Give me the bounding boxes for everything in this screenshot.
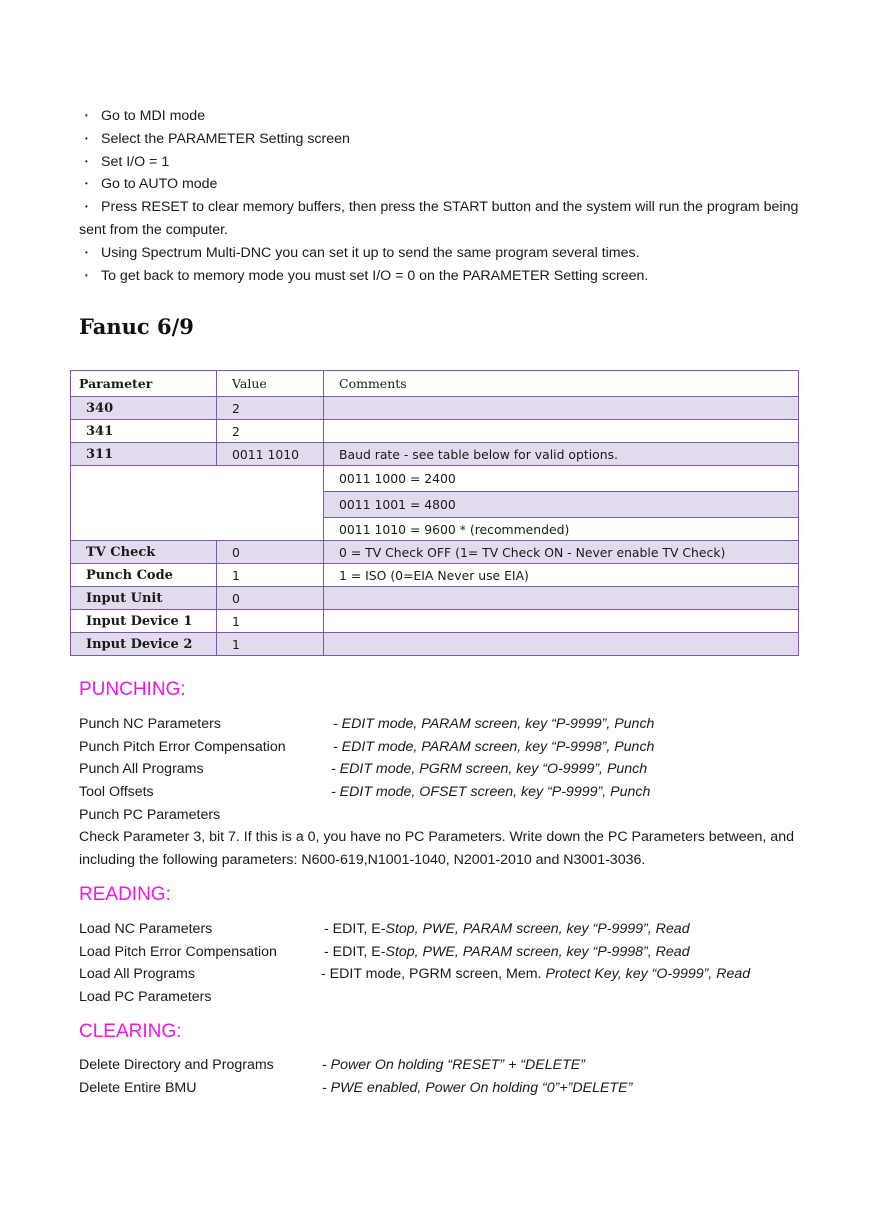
list-item: Tool Offsets - EDIT mode, OFSET screen, key “P-9999”, Punch bbox=[79, 784, 651, 801]
table-row bbox=[71, 541, 799, 564]
value-cell: 1 bbox=[217, 564, 324, 587]
clearing-heading: CLEARING: bbox=[79, 1021, 182, 1042]
bullet-item: • Select the PARAMETER Setting screen bbox=[79, 128, 799, 151]
list-item: Load NC Parameters - EDIT, E-Stop, PWE, PARAM screen, key “P-9999”, Read bbox=[79, 921, 690, 937]
table-row bbox=[71, 466, 799, 492]
procedure-bullet-list bbox=[79, 105, 799, 287]
list-item: Load Pitch Error Compensation - EDIT, E-Stop, PWE, PARAM screen, key “P-9998”, Read bbox=[79, 943, 690, 960]
comment-cell bbox=[324, 397, 799, 420]
param-cell: Punch Code bbox=[71, 564, 217, 587]
bullet-icon: • bbox=[85, 133, 88, 143]
section-heading-fanuc: Fanuc 6/9 bbox=[79, 314, 194, 339]
bullet-icon: • bbox=[85, 156, 88, 166]
bullet-item: • Set I/O = 1 bbox=[79, 151, 799, 174]
bullet-icon: • bbox=[85, 111, 88, 120]
table-row bbox=[71, 587, 799, 610]
comment-cell: 0011 1010 = 9600 * (recommended) bbox=[324, 518, 799, 541]
table-row bbox=[71, 610, 799, 633]
value-cell: 0 bbox=[217, 541, 324, 564]
table-row bbox=[71, 633, 799, 656]
bullet-icon: • bbox=[85, 179, 88, 189]
table-header-row bbox=[71, 371, 799, 397]
table-row bbox=[71, 420, 799, 443]
value-cell: 0011 1010 bbox=[217, 443, 324, 466]
bullet-item: • To get back to memory mode you must set I/O = 0 on the PARAMETER Setting screen. bbox=[79, 265, 799, 288]
comment-cell: Baud rate - see table below for valid options. bbox=[324, 443, 799, 466]
punching-heading: PUNCHING: bbox=[79, 679, 186, 700]
column-header: Comments bbox=[324, 371, 799, 397]
merged-empty-cell bbox=[71, 466, 324, 541]
bullet-icon: • bbox=[85, 202, 88, 212]
reading-list bbox=[79, 918, 799, 1009]
list-item: Delete Directory and Programs - Power On holding “RESET” + “DELETE” bbox=[79, 1057, 585, 1073]
clearing-list bbox=[79, 1054, 799, 1099]
list-item: Punch PC Parameters bbox=[79, 806, 221, 823]
list-item: Load All Programs - EDIT mode, PGRM screen, Mem. Protect Key, key “O-9999”, Read bbox=[79, 966, 751, 983]
value-cell: 2 bbox=[217, 397, 324, 420]
list-item: Punch All Programs - EDIT mode, PGRM screen, key “O-9999”, Punch bbox=[79, 761, 648, 778]
punching-list bbox=[79, 713, 799, 872]
comment-cell bbox=[324, 633, 799, 656]
param-cell: 340 bbox=[71, 397, 217, 420]
comment-cell bbox=[324, 610, 799, 633]
bullet-icon: • bbox=[85, 270, 88, 280]
value-cell: 2 bbox=[217, 420, 324, 443]
parameter-table bbox=[70, 370, 799, 656]
comment-cell: 0011 1001 = 4800 bbox=[324, 492, 799, 518]
table-row bbox=[71, 443, 799, 466]
param-cell: 341 bbox=[71, 420, 217, 443]
bullet-icon: • bbox=[85, 247, 88, 257]
comment-cell: 0011 1000 = 2400 bbox=[324, 466, 799, 492]
column-header: Parameter bbox=[71, 371, 217, 397]
param-cell: Input Device 1 bbox=[71, 610, 217, 633]
comment-cell bbox=[324, 420, 799, 443]
bullet-item: • Press RESET to clear memory buffers, then press the START button and the system will run the program being sent from the computer. bbox=[79, 196, 799, 242]
column-header: Value bbox=[217, 371, 324, 397]
table-row bbox=[71, 564, 799, 587]
list-item: Delete Entire BMU - PWE enabled, Power On holding “0”+”DELETE” bbox=[79, 1079, 633, 1096]
value-cell: 1 bbox=[217, 610, 324, 633]
param-cell: TV Check bbox=[71, 541, 217, 564]
comment-cell: 0 = TV Check OFF (1= TV Check ON - Never enable TV Check) bbox=[324, 541, 799, 564]
list-item: Punch NC Parameters - EDIT mode, PARAM screen, key “P-9999”, Punch bbox=[79, 716, 655, 732]
list-item: Load PC Parameters bbox=[79, 989, 212, 1006]
param-cell: Input Unit bbox=[71, 587, 217, 610]
table-row bbox=[71, 397, 799, 420]
comment-cell: 1 = ISO (0=EIA Never use EIA) bbox=[324, 564, 799, 587]
value-cell: 0 bbox=[217, 587, 324, 610]
value-cell: 1 bbox=[217, 633, 324, 656]
bullet-item: • Go to AUTO mode bbox=[79, 173, 799, 196]
punching-note: Check Parameter 3, bit 7. If this is a 0, you have no PC Parameters. Write down the PC Parameters between, and including the following parameters: N600-619,N1001-1040, N2001-2010 and N3001-3036. bbox=[79, 829, 794, 869]
bullet-item: • Go to MDI mode bbox=[79, 105, 799, 128]
param-cell: Input Device 2 bbox=[71, 633, 217, 656]
reading-heading: READING: bbox=[79, 884, 171, 905]
comment-cell bbox=[324, 587, 799, 610]
param-cell: 311 bbox=[71, 443, 217, 466]
list-item: Punch Pitch Error Compensation - EDIT mode, PARAM screen, key “P-9998”, Punch bbox=[79, 738, 655, 755]
bullet-item: • Using Spectrum Multi-DNC you can set it up to send the same program several times. bbox=[79, 242, 799, 265]
